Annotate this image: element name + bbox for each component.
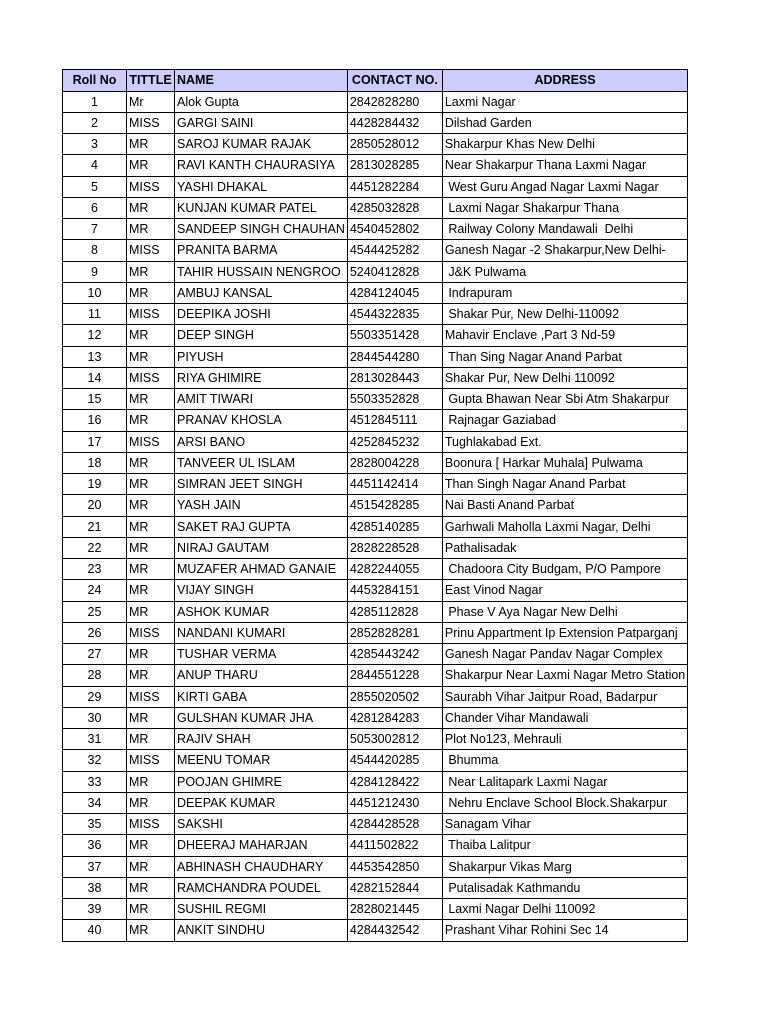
cell-title[interactable]: MR (127, 899, 175, 920)
cell-name[interactable]: SUSHIL REGMI (175, 899, 348, 920)
cell-address[interactable]: Prinu Appartment Ip Extension Patparganj (442, 622, 687, 643)
cell-title[interactable]: MISS (127, 112, 175, 133)
cell-name[interactable]: DEEPAK KUMAR (175, 792, 348, 813)
cell-contact[interactable]: 2828004228 (347, 452, 442, 473)
cell-title[interactable]: MR (127, 920, 175, 941)
cell-contact[interactable]: 4284432542 (347, 920, 442, 941)
cell-roll-no[interactable]: 5 (63, 176, 127, 197)
cell-roll-no[interactable]: 39 (63, 899, 127, 920)
table-row (63, 346, 688, 367)
cell-address[interactable]: Saurabh Vihar Jaitpur Road, Badarpur (442, 686, 687, 707)
table-row (63, 707, 688, 728)
cell-title[interactable]: MR (127, 261, 175, 282)
cell-roll-no[interactable]: 29 (63, 686, 127, 707)
cell-name[interactable]: DEEPIKA JOSHI (175, 304, 348, 325)
cell-roll-no[interactable]: 31 (63, 729, 127, 750)
cell-address[interactable]: Railway Colony Mandawali Delhi (442, 219, 687, 240)
cell-title[interactable]: MR (127, 474, 175, 495)
cell-roll-no[interactable]: 22 (63, 537, 127, 558)
cell-roll-no[interactable]: 37 (63, 856, 127, 877)
cell-title[interactable]: MR (127, 325, 175, 346)
cell-contact[interactable]: 4284428528 (347, 814, 442, 835)
cell-title[interactable]: MISS (127, 814, 175, 835)
cell-title[interactable]: MISS (127, 304, 175, 325)
cell-name[interactable]: KIRTI GABA (175, 686, 348, 707)
cell-roll-no[interactable]: 9 (63, 261, 127, 282)
table-row (63, 644, 688, 665)
cell-name[interactable]: GARGI SAINI (175, 112, 348, 133)
cell-contact[interactable]: 5503351428 (347, 325, 442, 346)
cell-name[interactable]: RAMCHANDRA POUDEL (175, 877, 348, 898)
cell-name[interactable]: ANUP THARU (175, 665, 348, 686)
cell-name[interactable]: AMIT TIWARI (175, 389, 348, 410)
cell-name[interactable]: PIYUSH (175, 346, 348, 367)
cell-title[interactable]: MR (127, 877, 175, 898)
cell-address[interactable]: West Guru Angad Nagar Laxmi Nagar (442, 176, 687, 197)
table-row (63, 920, 688, 941)
cell-contact[interactable]: 4411502822 (347, 835, 442, 856)
cell-title[interactable]: MISS (127, 240, 175, 261)
cell-address[interactable]: Prashant Vihar Rohini Sec 14 (442, 920, 687, 941)
header-roll-no[interactable]: Roll No (63, 70, 127, 92)
cell-name[interactable]: NANDANI KUMARI (175, 622, 348, 643)
cell-contact[interactable]: 4281284283 (347, 707, 442, 728)
cell-title[interactable]: MR (127, 559, 175, 580)
cell-contact[interactable]: 2813028443 (347, 367, 442, 388)
cell-title[interactable]: MR (127, 601, 175, 622)
cell-name[interactable]: MEENU TOMAR (175, 750, 348, 771)
table-row (63, 686, 688, 707)
cell-roll-no[interactable]: 24 (63, 580, 127, 601)
cell-title[interactable]: MR (127, 707, 175, 728)
cell-roll-no[interactable]: 13 (63, 346, 127, 367)
cell-title[interactable]: MISS (127, 750, 175, 771)
cell-title[interactable]: MR (127, 219, 175, 240)
cell-address[interactable]: Laxmi Nagar Shakarpur Thana (442, 197, 687, 218)
cell-name[interactable]: TAHIR HUSSAIN NENGROO (175, 261, 348, 282)
cell-title[interactable]: MR (127, 282, 175, 303)
cell-name[interactable]: SAKSHI (175, 814, 348, 835)
table-row (63, 516, 688, 537)
cell-title[interactable]: MR (127, 856, 175, 877)
cell-roll-no[interactable]: 4 (63, 155, 127, 176)
cell-contact[interactable]: 4428284432 (347, 112, 442, 133)
table-row (63, 134, 688, 155)
cell-address[interactable]: Near Shakarpur Thana Laxmi Nagar (442, 155, 687, 176)
cell-contact[interactable]: 4544322835 (347, 304, 442, 325)
cell-roll-no[interactable]: 26 (63, 622, 127, 643)
cell-roll-no[interactable]: 36 (63, 835, 127, 856)
cell-name[interactable]: ASHOK KUMAR (175, 601, 348, 622)
cell-address[interactable]: Nai Basti Anand Parbat (442, 495, 687, 516)
cell-roll-no[interactable]: 23 (63, 559, 127, 580)
table-row (63, 622, 688, 643)
cell-name[interactable]: NIRAJ GAUTAM (175, 537, 348, 558)
cell-address[interactable]: Nehru Enclave School Block.Shakarpur (442, 792, 687, 813)
cell-name[interactable]: SAROJ KUMAR RAJAK (175, 134, 348, 155)
cell-address[interactable]: Ganesh Nagar -2 Shakarpur,New Delhi- (442, 240, 687, 261)
header-contact[interactable]: CONTACT NO. (347, 70, 442, 92)
table-row (63, 580, 688, 601)
table-row (63, 792, 688, 813)
cell-name[interactable]: DHEERAJ MAHARJAN (175, 835, 348, 856)
cell-address[interactable]: Sanagam Vihar (442, 814, 687, 835)
cell-roll-no[interactable]: 32 (63, 750, 127, 771)
cell-contact[interactable]: 2842828280 (347, 91, 442, 112)
cell-contact[interactable]: 4282244055 (347, 559, 442, 580)
cell-address[interactable]: Shakar Pur, New Delhi 110092 (442, 367, 687, 388)
cell-title[interactable]: MR (127, 729, 175, 750)
cell-name[interactable]: YASHI DHAKAL (175, 176, 348, 197)
cell-roll-no[interactable]: 15 (63, 389, 127, 410)
cell-contact[interactable]: 2844544280 (347, 346, 442, 367)
table-row (63, 814, 688, 835)
cell-address[interactable]: Indrapuram (442, 282, 687, 303)
cell-name[interactable]: SANDEEP SINGH CHAUHAN (175, 219, 348, 240)
cell-roll-no[interactable]: 38 (63, 877, 127, 898)
cell-roll-no[interactable]: 3 (63, 134, 127, 155)
cell-name[interactable]: POOJAN GHIMRE (175, 771, 348, 792)
cell-contact[interactable]: 4252845232 (347, 431, 442, 452)
cell-title[interactable]: MISS (127, 367, 175, 388)
cell-address[interactable]: Tughlakabad Ext. (442, 431, 687, 452)
cell-contact[interactable]: 4285032828 (347, 197, 442, 218)
cell-contact[interactable]: 2828228528 (347, 537, 442, 558)
cell-roll-no[interactable]: 10 (63, 282, 127, 303)
cell-title[interactable]: MR (127, 644, 175, 665)
cell-roll-no[interactable]: 11 (63, 304, 127, 325)
cell-address[interactable]: Chander Vihar Mandawali (442, 707, 687, 728)
cell-roll-no[interactable]: 21 (63, 516, 127, 537)
table-row (63, 431, 688, 452)
cell-roll-no[interactable]: 6 (63, 197, 127, 218)
table-row (63, 495, 688, 516)
cell-title[interactable]: MR (127, 134, 175, 155)
cell-name[interactable]: TUSHAR VERMA (175, 644, 348, 665)
table-row (63, 835, 688, 856)
cell-title[interactable]: MR (127, 410, 175, 431)
cell-roll-no[interactable]: 30 (63, 707, 127, 728)
table-row (63, 176, 688, 197)
student-table (62, 69, 688, 942)
cell-title[interactable]: MR (127, 346, 175, 367)
header-address[interactable]: ADDRESS (442, 70, 687, 92)
table-row (63, 729, 688, 750)
table-row (63, 112, 688, 133)
cell-roll-no[interactable]: 19 (63, 474, 127, 495)
table-row (63, 856, 688, 877)
cell-contact[interactable]: 2850528012 (347, 134, 442, 155)
cell-name[interactable]: RAVI KANTH CHAURASIYA (175, 155, 348, 176)
cell-name[interactable]: RIYA GHIMIRE (175, 367, 348, 388)
spreadsheet (62, 69, 688, 942)
cell-roll-no[interactable]: 20 (63, 495, 127, 516)
cell-contact[interactable]: 4285443242 (347, 644, 442, 665)
header-name[interactable]: NAME (175, 70, 348, 92)
cell-contact[interactable]: 5240412828 (347, 261, 442, 282)
table-row (63, 474, 688, 495)
cell-name[interactable]: SAKET RAJ GUPTA (175, 516, 348, 537)
table-body (63, 91, 688, 941)
cell-address[interactable]: Near Lalitapark Laxmi Nagar (442, 771, 687, 792)
cell-address[interactable]: Dilshad Garden (442, 112, 687, 133)
table-row (63, 601, 688, 622)
cell-name[interactable]: MUZAFER AHMAD GANAIE (175, 559, 348, 580)
cell-name[interactable]: ABHINASH CHAUDHARY (175, 856, 348, 877)
cell-roll-no[interactable]: 40 (63, 920, 127, 941)
cell-contact[interactable]: 5503352828 (347, 389, 442, 410)
cell-contact[interactable]: 4453284151 (347, 580, 442, 601)
table-row (63, 219, 688, 240)
cell-address[interactable]: Bhumma (442, 750, 687, 771)
cell-roll-no[interactable]: 2 (63, 112, 127, 133)
cell-title[interactable]: MR (127, 580, 175, 601)
cell-name[interactable]: Alok Gupta (175, 91, 348, 112)
cell-name[interactable]: RAJIV SHAH (175, 729, 348, 750)
cell-address[interactable]: Putalisadak Kathmandu (442, 877, 687, 898)
cell-address[interactable]: Plot No123, Mehrauli (442, 729, 687, 750)
cell-title[interactable]: MR (127, 835, 175, 856)
cell-roll-no[interactable]: 17 (63, 431, 127, 452)
table-row (63, 665, 688, 686)
cell-contact[interactable]: 2813028285 (347, 155, 442, 176)
table-row (63, 325, 688, 346)
cell-roll-no[interactable]: 8 (63, 240, 127, 261)
cell-roll-no[interactable]: 7 (63, 219, 127, 240)
cell-roll-no[interactable]: 25 (63, 601, 127, 622)
cell-contact[interactable]: 4515428285 (347, 495, 442, 516)
cell-contact[interactable]: 4282152844 (347, 877, 442, 898)
cell-name[interactable]: PRANAV KHOSLA (175, 410, 348, 431)
cell-roll-no[interactable]: 27 (63, 644, 127, 665)
cell-contact[interactable]: 4453542850 (347, 856, 442, 877)
cell-contact[interactable]: 2852828281 (347, 622, 442, 643)
cell-contact[interactable]: 4540452802 (347, 219, 442, 240)
cell-roll-no[interactable]: 34 (63, 792, 127, 813)
table-row (63, 389, 688, 410)
cell-address[interactable]: Pathalisadak (442, 537, 687, 558)
cell-name[interactable]: AMBUJ KANSAL (175, 282, 348, 303)
cell-title[interactable]: MISS (127, 431, 175, 452)
table-row (63, 304, 688, 325)
table-row (63, 410, 688, 431)
cell-name[interactable]: ANKIT SINDHU (175, 920, 348, 941)
cell-contact[interactable]: 4284128422 (347, 771, 442, 792)
cell-name[interactable]: KUNJAN KUMAR PATEL (175, 197, 348, 218)
cell-title[interactable]: MISS (127, 622, 175, 643)
cell-title[interactable]: MR (127, 771, 175, 792)
cell-address[interactable]: Laxmi Nagar Delhi 110092 (442, 899, 687, 920)
cell-address[interactable]: Shakarpur Near Laxmi Nagar Metro Station (442, 665, 687, 686)
cell-roll-no[interactable]: 35 (63, 814, 127, 835)
cell-title[interactable]: MR (127, 495, 175, 516)
cell-address[interactable]: Than Singh Nagar Anand Parbat (442, 474, 687, 495)
cell-contact[interactable]: 4544420285 (347, 750, 442, 771)
table-row (63, 367, 688, 388)
cell-address[interactable]: Rajnagar Gaziabad (442, 410, 687, 431)
cell-name[interactable]: TANVEER UL ISLAM (175, 452, 348, 473)
cell-title[interactable]: MISS (127, 686, 175, 707)
table-row (63, 899, 688, 920)
cell-address[interactable]: Garhwali Maholla Laxmi Nagar, Delhi (442, 516, 687, 537)
cell-contact[interactable]: 4451142414 (347, 474, 442, 495)
cell-roll-no[interactable]: 16 (63, 410, 127, 431)
cell-name[interactable]: YASH JAIN (175, 495, 348, 516)
table-row (63, 452, 688, 473)
cell-address[interactable]: Gupta Bhawan Near Sbi Atm Shakarpur (442, 389, 687, 410)
cell-address[interactable]: Boonura [ Harkar Muhala] Pulwama (442, 452, 687, 473)
cell-title[interactable]: MR (127, 389, 175, 410)
cell-name[interactable]: ARSI BANO (175, 431, 348, 452)
cell-address[interactable]: Shakarpur Vikas Marg (442, 856, 687, 877)
cell-address[interactable]: Shakar Pur, New Delhi-110092 (442, 304, 687, 325)
cell-contact[interactable]: 4544425282 (347, 240, 442, 261)
table-row (63, 155, 688, 176)
cell-title[interactable]: MR (127, 537, 175, 558)
table-row (63, 197, 688, 218)
cell-title[interactable]: MR (127, 665, 175, 686)
cell-name[interactable]: DEEP SINGH (175, 325, 348, 346)
cell-title[interactable]: MISS (127, 176, 175, 197)
cell-address[interactable]: Chadoora City Budgam, P/O Pampore (442, 559, 687, 580)
cell-address[interactable]: Phase V Aya Nagar New Delhi (442, 601, 687, 622)
cell-contact[interactable]: 2828021445 (347, 899, 442, 920)
cell-contact[interactable]: 4451212430 (347, 792, 442, 813)
table-row (63, 91, 688, 112)
cell-name[interactable]: VIJAY SINGH (175, 580, 348, 601)
cell-title[interactable]: MR (127, 792, 175, 813)
cell-contact[interactable]: 5053002812 (347, 729, 442, 750)
cell-contact[interactable]: 4512845111 (347, 410, 442, 431)
cell-contact[interactable]: 4451282284 (347, 176, 442, 197)
cell-address[interactable]: Thaiba Lalitpur (442, 835, 687, 856)
table-row (63, 537, 688, 558)
cell-roll-no[interactable]: 1 (63, 91, 127, 112)
table-row (63, 771, 688, 792)
cell-roll-no[interactable]: 14 (63, 367, 127, 388)
cell-name[interactable]: SIMRAN JEET SINGH (175, 474, 348, 495)
cell-address[interactable]: J&K Pulwama (442, 261, 687, 282)
table-row (63, 750, 688, 771)
cell-title[interactable]: Mr (127, 91, 175, 112)
cell-address[interactable]: East Vinod Nagar (442, 580, 687, 601)
cell-roll-no[interactable]: 33 (63, 771, 127, 792)
cell-address[interactable]: Laxmi Nagar (442, 91, 687, 112)
table-row (63, 877, 688, 898)
cell-contact[interactable]: 4285112828 (347, 601, 442, 622)
cell-roll-no[interactable]: 28 (63, 665, 127, 686)
cell-address[interactable]: Shakarpur Khas New Delhi (442, 134, 687, 155)
cell-address[interactable]: Ganesh Nagar Pandav Nagar Complex (442, 644, 687, 665)
header-row (63, 70, 688, 92)
cell-address[interactable]: Than Sing Nagar Anand Parbat (442, 346, 687, 367)
cell-contact[interactable]: 4285140285 (347, 516, 442, 537)
cell-name[interactable]: PRANITA BARMA (175, 240, 348, 261)
cell-name[interactable]: GULSHAN KUMAR JHA (175, 707, 348, 728)
cell-title[interactable]: MR (127, 516, 175, 537)
table-row (63, 282, 688, 303)
table-row (63, 240, 688, 261)
cell-contact[interactable]: 4284124045 (347, 282, 442, 303)
table-header (63, 70, 688, 92)
table-row (63, 261, 688, 282)
header-title[interactable]: TITTLE (127, 70, 175, 92)
table-row (63, 559, 688, 580)
cell-title[interactable]: MR (127, 197, 175, 218)
cell-roll-no[interactable]: 18 (63, 452, 127, 473)
cell-title[interactable]: MR (127, 452, 175, 473)
cell-title[interactable]: MR (127, 155, 175, 176)
cell-address[interactable]: Mahavir Enclave ,Part 3 Nd-59 (442, 325, 687, 346)
cell-contact[interactable]: 2844551228 (347, 665, 442, 686)
cell-contact[interactable]: 2855020502 (347, 686, 442, 707)
cell-roll-no[interactable]: 12 (63, 325, 127, 346)
